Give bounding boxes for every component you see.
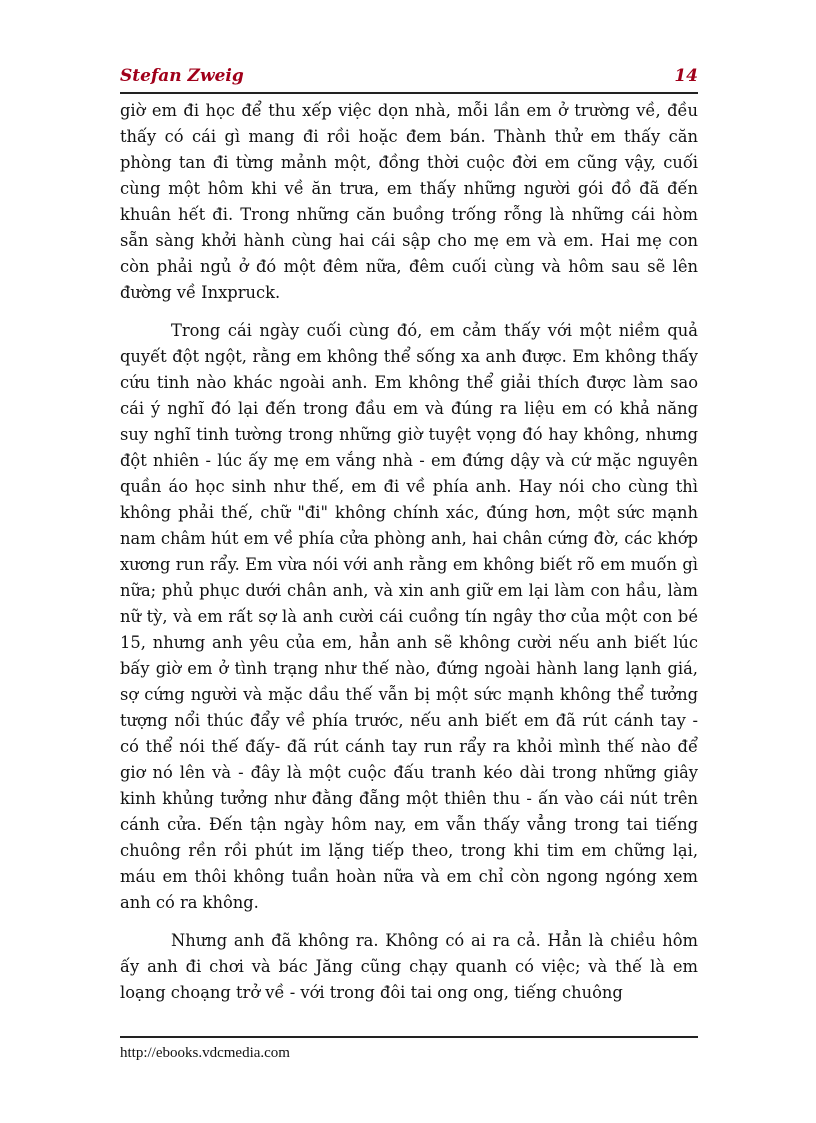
footer-divider <box>120 1036 698 1038</box>
footer-url[interactable]: http://ebooks.vdcmedia.com <box>120 1045 290 1061</box>
paragraph: giờ em đi học để thu xếp việc dọn nhà, mỗi lần em ở trường về, đều thấy có cái gì mang đi rồi hoặc đem bán. Thành thử em thấy căn phòng tan đi từng mảnh một, đồng thời cuộc đời em cũng vậy, cuối cùng một hôm khi về ăn trưa, em thấy những người gói đồ đã đến khuân hết đi. Trong những căn buồng trống rỗng là những cái hòm sẵn sàng khởi hành cùng hai cái sập cho mẹ em và em. Hai mẹ con còn phải ngủ ở đó một đêm nữa, đêm cuối cùng và hôm sau sẽ lên đường về Inxpruck. <box>120 101 698 302</box>
page-header <box>120 64 698 92</box>
page-number: 14 <box>674 66 698 86</box>
paragraph: Trong cái ngày cuối cùng đó, em cảm thấy với một niềm quả quyết đột ngột, rằng em không thể sống xa anh được. Em không thấy cứu tinh nào khác ngoài anh. Em không thể giải thích được làm sao cái ý nghĩ đó lại đến trong đầu em và đúng ra liệu em có khả năng suy nghĩ tinh tường trong những giờ tuyệt vọng đó hay không, nhưng đột nhiên - lúc ấy mẹ em vắng nhà - em đứng dậy và cứ mặc nguyên quần áo học sinh như thế, em đi về phía anh. Hay nói cho cùng thì không phải thế, chữ "đi" không chính xác, đúng hơn, một sức mạnh nam châm hút em về phía cửa phòng anh, hai chân cứng đờ, các khớp xương run rẩy. Em vừa nói với anh rằng em không biết rõ em muốn gì nữa; phủ phục dưới chân anh, và xin anh giữ em lại làm con hầu, làm nữ tỳ, và em rất sợ là anh cười cái cuồng tín ngây thơ của một con bé 15, nhưng anh yêu của em, hẳn anh sẽ không cười nếu anh biết lúc bấy giờ em ở tình trạng như thế nào, đứng ngoài hành lang lạnh giá, sợ cứng người và mặc dầu thế vẫn bị một sức mạnh không thể tưởng tượng nổi thúc đẩy về phía trước, nếu anh biết em đã rút cánh tay - có thể nói thế đấy- đã rút cánh tay run rẩy ra khỏi mình thế nào để giơ nó lên và - đây là một cuộc đấu tranh kéo dài trong những giây kinh khủng tưởng như đằng đẵng một thiên thu - ấn vào cái nút trên cánh cửa. Đến tận ngày hôm nay, em vẫn thấy vẳng trong tai tiếng chuông rền rồi phút im lặng tiếp theo, trong khi tim em chững lại, máu em thôi không tuần hoàn nữa và em chỉ còn ngong ngóng xem anh có ra không. <box>120 321 698 912</box>
paragraph: Nhưng anh đã không ra. Không có ai ra cả. Hẳn là chiều hôm ấy anh đi chơi và bác Jăng cũng chạy quanh có việc; và thế là em loạng choạng trở về - với trong đôi tai ong ong, tiếng chuông <box>120 931 698 1002</box>
author-name: Stefan Zweig <box>120 66 244 86</box>
header-divider <box>120 92 698 94</box>
body-text <box>120 98 698 1018</box>
